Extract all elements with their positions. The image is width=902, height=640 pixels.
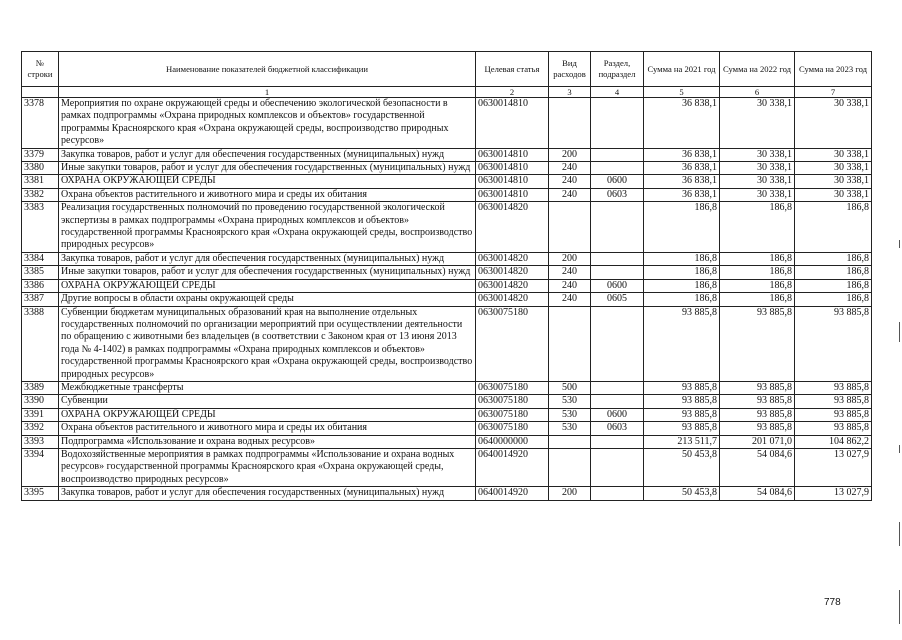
row-sum-2023: 30 338,1 (795, 188, 872, 201)
row-number: 3392 (22, 422, 59, 435)
row-sum-2022: 186,8 (720, 202, 795, 253)
row-name: Закупка товаров, работ и услуг для обеспечения государственных (муниципальных) нужд (59, 148, 476, 161)
row-sum-2023: 186,8 (795, 252, 872, 265)
row-target-article: 0630075180 (476, 381, 549, 394)
row-sum-2021: 36 838,1 (644, 148, 720, 161)
row-sum-2022: 54 084,6 (720, 487, 795, 500)
row-sum-2022: 186,8 (720, 266, 795, 279)
row-sum-2021: 36 838,1 (644, 162, 720, 175)
row-name: ОХРАНА ОКРУЖАЮЩЕЙ СРЕДЫ (59, 175, 476, 188)
row-name: Другие вопросы в области охраны окружающей среды (59, 293, 476, 306)
row-sum-2021: 186,8 (644, 202, 720, 253)
row-section (591, 162, 644, 175)
row-sum-2023: 186,8 (795, 293, 872, 306)
row-sum-2022: 30 338,1 (720, 98, 795, 149)
header-row (22, 52, 872, 87)
scan-edge-mark (899, 590, 900, 624)
table-body (22, 98, 872, 501)
row-section: 0605 (591, 293, 644, 306)
row-target-article: 0630014820 (476, 202, 549, 253)
header-type: Вид расходов (549, 52, 591, 87)
column-number: 2 (476, 87, 549, 98)
header-row-num: № строки (22, 52, 59, 87)
row-sum-2021: 93 885,8 (644, 395, 720, 408)
row-expense-type: 200 (549, 487, 591, 500)
table-row (22, 435, 872, 448)
row-sum-2021: 93 885,8 (644, 408, 720, 421)
row-expense-type: 530 (549, 395, 591, 408)
row-section (591, 148, 644, 161)
row-target-article: 0630014810 (476, 98, 549, 149)
table-row (22, 98, 872, 149)
row-sum-2021: 50 453,8 (644, 448, 720, 486)
row-target-article: 0640000000 (476, 435, 549, 448)
row-section: 0600 (591, 279, 644, 292)
row-sum-2023: 186,8 (795, 279, 872, 292)
header-section: Раздел, подраздел (591, 52, 644, 87)
row-number: 3381 (22, 175, 59, 188)
row-section: 0600 (591, 408, 644, 421)
row-number: 3394 (22, 448, 59, 486)
row-section (591, 395, 644, 408)
column-number: 1 (59, 87, 476, 98)
row-number: 3385 (22, 266, 59, 279)
scan-edge-mark (899, 445, 900, 453)
table-row (22, 395, 872, 408)
scan-edge-mark (899, 522, 900, 546)
table-row (22, 202, 872, 253)
row-number: 3379 (22, 148, 59, 161)
column-number: 5 (644, 87, 720, 98)
page-number: 778 (824, 597, 841, 608)
row-target-article: 0630075180 (476, 306, 549, 381)
row-sum-2023: 93 885,8 (795, 408, 872, 421)
row-section: 0603 (591, 188, 644, 201)
row-expense-type: 200 (549, 252, 591, 265)
row-expense-type: 530 (549, 422, 591, 435)
scan-edge-mark (899, 322, 900, 342)
row-name: Водохозяйственные мероприятия в рамках подпрограммы «Использование и охрана водных ресурсов» государственной программы Красноярского края «Охрана окружающей среды, воспроизводство природных ресурсов» (59, 448, 476, 486)
table-row (22, 266, 872, 279)
row-target-article: 0630014820 (476, 293, 549, 306)
row-number: 3382 (22, 188, 59, 201)
row-sum-2021: 36 838,1 (644, 188, 720, 201)
row-target-article: 0630014810 (476, 175, 549, 188)
table-row (22, 279, 872, 292)
row-name: ОХРАНА ОКРУЖАЮЩЕЙ СРЕДЫ (59, 279, 476, 292)
row-name: Иные закупки товаров, работ и услуг для обеспечения государственных (муниципальных) нужд (59, 162, 476, 175)
row-expense-type (549, 448, 591, 486)
table-row (22, 487, 872, 500)
column-number: 6 (720, 87, 795, 98)
row-sum-2022: 186,8 (720, 252, 795, 265)
row-sum-2021: 50 453,8 (644, 487, 720, 500)
row-target-article: 0630075180 (476, 395, 549, 408)
header-target: Целевая статья (476, 52, 549, 87)
row-section (591, 266, 644, 279)
row-sum-2023: 30 338,1 (795, 148, 872, 161)
column-number-blank (22, 87, 59, 98)
row-sum-2021: 36 838,1 (644, 175, 720, 188)
row-sum-2023: 30 338,1 (795, 162, 872, 175)
row-section (591, 252, 644, 265)
row-sum-2023: 186,8 (795, 202, 872, 253)
header-sum-2021: Сумма на 2021 год (644, 52, 720, 87)
header-name: Наименование показателей бюджетной классификации (59, 52, 476, 87)
row-target-article: 0640014920 (476, 448, 549, 486)
table-row (22, 408, 872, 421)
row-name: Реализация государственных полномочий по проведению государственной экологической экспертизы в рамках подпрограммы «Охрана природных комплексов и объектов» государственной программы Красноярского края «Охрана окружающей среды, воспроизводство природных ресурсов» (59, 202, 476, 253)
row-section (591, 435, 644, 448)
table-row (22, 306, 872, 381)
budget-table (21, 51, 872, 501)
row-target-article: 0630075180 (476, 408, 549, 421)
row-sum-2023: 30 338,1 (795, 175, 872, 188)
row-section: 0600 (591, 175, 644, 188)
row-sum-2022: 201 071,0 (720, 435, 795, 448)
row-section (591, 381, 644, 394)
table-row (22, 162, 872, 175)
row-name: Закупка товаров, работ и услуг для обеспечения государственных (муниципальных) нужд (59, 252, 476, 265)
row-sum-2023: 93 885,8 (795, 381, 872, 394)
row-expense-type: 200 (549, 148, 591, 161)
row-name: Подпрограмма «Использование и охрана водных ресурсов» (59, 435, 476, 448)
table-row (22, 381, 872, 394)
row-target-article: 0630075180 (476, 422, 549, 435)
row-name: ОХРАНА ОКРУЖАЮЩЕЙ СРЕДЫ (59, 408, 476, 421)
row-sum-2022: 30 338,1 (720, 188, 795, 201)
row-expense-type: 240 (549, 162, 591, 175)
scan-edge-mark (899, 240, 900, 248)
row-target-article: 0630014810 (476, 148, 549, 161)
row-number: 3380 (22, 162, 59, 175)
row-number: 3389 (22, 381, 59, 394)
row-number: 3388 (22, 306, 59, 381)
row-target-article: 0630014810 (476, 162, 549, 175)
row-expense-type: 240 (549, 175, 591, 188)
row-sum-2021: 186,8 (644, 293, 720, 306)
row-number: 3387 (22, 293, 59, 306)
row-sum-2021: 186,8 (644, 279, 720, 292)
row-number: 3395 (22, 487, 59, 500)
row-sum-2022: 93 885,8 (720, 381, 795, 394)
row-sum-2021: 213 511,7 (644, 435, 720, 448)
table-row (22, 422, 872, 435)
row-sum-2022: 93 885,8 (720, 306, 795, 381)
row-number: 3386 (22, 279, 59, 292)
row-expense-type (549, 306, 591, 381)
row-number: 3384 (22, 252, 59, 265)
column-number: 4 (591, 87, 644, 98)
row-expense-type (549, 435, 591, 448)
row-sum-2023: 93 885,8 (795, 306, 872, 381)
row-name: Охрана объектов растительного и животного мира и среды их обитания (59, 422, 476, 435)
row-sum-2022: 30 338,1 (720, 162, 795, 175)
table-row (22, 252, 872, 265)
row-section (591, 202, 644, 253)
row-sum-2021: 186,8 (644, 252, 720, 265)
row-sum-2022: 54 084,6 (720, 448, 795, 486)
row-target-article: 0630014820 (476, 279, 549, 292)
row-expense-type: 240 (549, 293, 591, 306)
row-number: 3391 (22, 408, 59, 421)
row-number: 3383 (22, 202, 59, 253)
row-sum-2022: 186,8 (720, 293, 795, 306)
row-expense-type (549, 202, 591, 253)
row-section (591, 487, 644, 500)
row-target-article: 0630014820 (476, 252, 549, 265)
row-name: Охрана объектов растительного и животного мира и среды их обитания (59, 188, 476, 201)
row-expense-type: 500 (549, 381, 591, 394)
row-name: Субвенции бюджетам муниципальных образований края на выполнение отдельных государственных полномочий по организации мероприятий при осуществлении деятельности по обращению с животными без владельцев (в соответствии с Законом края от 13 июня 2013 года № 4-1402) в рамках подпрограммы «Охрана природных комплексов и объектов» государственной программы Красноярского края «Охрана окружающей среды, воспроизводство природных ресурсов» (59, 306, 476, 381)
header-sum-2022: Сумма на 2022 год (720, 52, 795, 87)
row-name: Межбюджетные трансферты (59, 381, 476, 394)
row-sum-2022: 93 885,8 (720, 422, 795, 435)
row-target-article: 0630014820 (476, 266, 549, 279)
column-number: 3 (549, 87, 591, 98)
row-expense-type: 240 (549, 266, 591, 279)
table-row (22, 148, 872, 161)
row-sum-2023: 13 027,9 (795, 487, 872, 500)
row-section (591, 98, 644, 149)
row-number: 3393 (22, 435, 59, 448)
row-name: Мероприятия по охране окружающей среды и обеспечению экологической безопасности в рамках подпрограммы «Охрана природных комплексов и объектов» государственной программы Красноярского края «Охрана окружающей среды, воспроизводство природных ресурсов» (59, 98, 476, 149)
row-sum-2023: 186,8 (795, 266, 872, 279)
row-expense-type (549, 98, 591, 149)
row-name: Иные закупки товаров, работ и услуг для обеспечения государственных (муниципальных) нужд (59, 266, 476, 279)
row-sum-2023: 104 862,2 (795, 435, 872, 448)
row-section: 0603 (591, 422, 644, 435)
row-sum-2023: 93 885,8 (795, 422, 872, 435)
column-number: 7 (795, 87, 872, 98)
row-sum-2021: 36 838,1 (644, 98, 720, 149)
row-number: 3378 (22, 98, 59, 149)
row-sum-2021: 93 885,8 (644, 422, 720, 435)
table-row (22, 448, 872, 486)
table-row (22, 293, 872, 306)
row-sum-2023: 13 027,9 (795, 448, 872, 486)
row-sum-2022: 93 885,8 (720, 408, 795, 421)
row-sum-2021: 186,8 (644, 266, 720, 279)
row-section (591, 448, 644, 486)
row-sum-2022: 30 338,1 (720, 175, 795, 188)
row-name: Закупка товаров, работ и услуг для обеспечения государственных (муниципальных) нужд (59, 487, 476, 500)
row-sum-2022: 30 338,1 (720, 148, 795, 161)
row-sum-2021: 93 885,8 (644, 381, 720, 394)
row-sum-2023: 30 338,1 (795, 98, 872, 149)
column-number-row (22, 87, 872, 98)
row-target-article: 0640014920 (476, 487, 549, 500)
row-target-article: 0630014810 (476, 188, 549, 201)
row-sum-2023: 93 885,8 (795, 395, 872, 408)
row-sum-2022: 93 885,8 (720, 395, 795, 408)
header-sum-2023: Сумма на 2023 год (795, 52, 872, 87)
table-row (22, 188, 872, 201)
row-expense-type: 530 (549, 408, 591, 421)
table-row (22, 175, 872, 188)
row-expense-type: 240 (549, 188, 591, 201)
row-number: 3390 (22, 395, 59, 408)
row-name: Субвенции (59, 395, 476, 408)
row-section (591, 306, 644, 381)
row-sum-2021: 93 885,8 (644, 306, 720, 381)
row-sum-2022: 186,8 (720, 279, 795, 292)
row-expense-type: 240 (549, 279, 591, 292)
